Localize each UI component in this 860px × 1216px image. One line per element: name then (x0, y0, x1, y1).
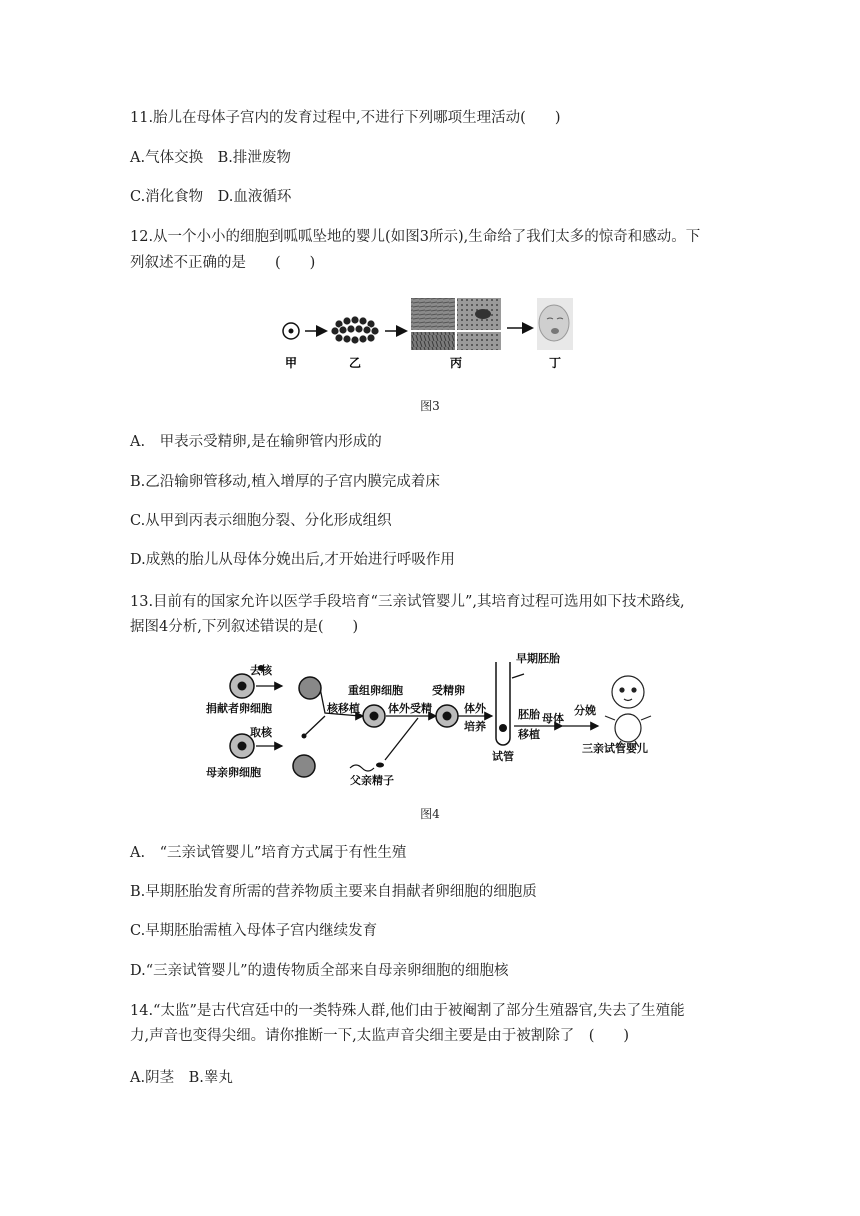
label-remove-nucleus: 去核 (250, 664, 272, 677)
figure-3 (275, 293, 585, 375)
baby-cartoon-icon (605, 676, 651, 747)
test-tube-icon (496, 662, 510, 745)
figure-4 (200, 648, 660, 792)
figure-4-caption: 图4 (420, 807, 440, 821)
q12-option-d: D.成熟的胎儿从母体分娩出后,才开始进行呼吸作用 (130, 552, 455, 568)
label-culture-1: 体外 (464, 702, 486, 715)
fertilized-egg-cell (436, 705, 458, 727)
label-early-embryo: 早期胚胎 (516, 652, 560, 665)
sperm-icon (350, 763, 384, 772)
label-reconstructed-egg: 重组卵细胞 (348, 684, 403, 697)
label-transfer-1: 胚胎 (518, 708, 540, 721)
enucleated-donor-egg (299, 677, 321, 699)
q12-option-c: C.从甲到丙表示细胞分裂、分化形成组织 (130, 513, 392, 529)
q11-stem: 11.胎儿在母体子宫内的发育过程中,不进行下列哪项生理活动( ) (130, 110, 561, 126)
q13-option-a: A. “三亲试管婴儿”培育方式属于有性生殖 (130, 845, 407, 861)
q13-option-d: D.“三亲试管婴儿”的遗传物质全部来自母亲卵细胞的细胞核 (130, 963, 509, 979)
q12-option-a: A. 甲表示受精卵,是在输卵管内形成的 (130, 434, 382, 450)
q11-options-cd: C.消化食物 D.血液循环 (130, 189, 292, 205)
q14-stem-line2: 力,声音也变得尖细。请你推断一下,太监声音尖细主要是由于被割除了 ( ) (130, 1028, 630, 1044)
q13-option-b: B.早期胚胎发育所需的营养物质主要来自捐献者卵细胞的细胞质 (130, 884, 537, 900)
figure-3-caption: 图3 (420, 399, 440, 413)
label-bing: 丙 (449, 356, 463, 370)
label-father-sperm: 父亲精子 (350, 774, 394, 787)
label-test-tube: 试管 (492, 750, 514, 763)
mother-egg-remnant (293, 755, 315, 777)
zygote-icon (283, 323, 299, 339)
label-take-nucleus: 取核 (250, 726, 272, 739)
label-baby: 三亲试管婴儿 (582, 742, 648, 755)
label-donor-egg: 捐献者卵细胞 (206, 702, 272, 715)
baby-photo-icon (537, 298, 573, 350)
q14-options-ab: A.阴茎 B.睾丸 (130, 1070, 233, 1086)
label-transfer-2: 移植 (518, 728, 540, 741)
label-delivery: 分娩 (574, 704, 596, 717)
q13-option-c: C.早期胚胎需植入母体子宫内继续发育 (130, 923, 378, 939)
q12-stem-line1: 12.从一个小小的细胞到呱呱坠地的婴儿(如图3所示),生命给了我们太多的惊奇和感动。下 (130, 229, 701, 245)
q12-stem-line2: 列叙述不正确的是 ( ) (130, 255, 316, 271)
label-nuclear-transfer: 核移植 (327, 702, 360, 715)
label-culture-2: 培养 (464, 720, 486, 733)
tissue-images (411, 298, 501, 350)
taken-nucleus (302, 734, 307, 739)
label-fertilized-egg: 受精卵 (432, 684, 465, 697)
reconstructed-egg-cell (363, 705, 385, 727)
label-jia: 甲 (284, 356, 298, 370)
q14-stem-line1: 14.“太监”是古代宫廷中的一类特殊人群,他们由于被阉割了部分生殖器官,失去了生殖能 (130, 1003, 685, 1019)
q13-stem-line1: 13.目前有的国家允许以医学手段培育“三亲试管婴儿”,其培育过程可选用如下技术路线, (130, 594, 685, 610)
donor-egg-cell (230, 674, 254, 698)
morula-icon (331, 316, 379, 344)
label-mother-body: 母体 (542, 712, 564, 725)
q12-option-b: B.乙沿输卵管移动,植入增厚的子宫内膜完成着床 (130, 474, 440, 490)
label-ivf: 体外受精 (388, 702, 432, 715)
label-mother-egg: 母亲卵细胞 (206, 766, 261, 779)
q11-options-ab: A.气体交换 B.排泄废物 (130, 150, 291, 166)
label-yi: 乙 (348, 356, 362, 370)
q13-stem-line2: 据图4分析,下列叙述错误的是( ) (130, 619, 359, 635)
label-ding: 丁 (548, 356, 562, 370)
